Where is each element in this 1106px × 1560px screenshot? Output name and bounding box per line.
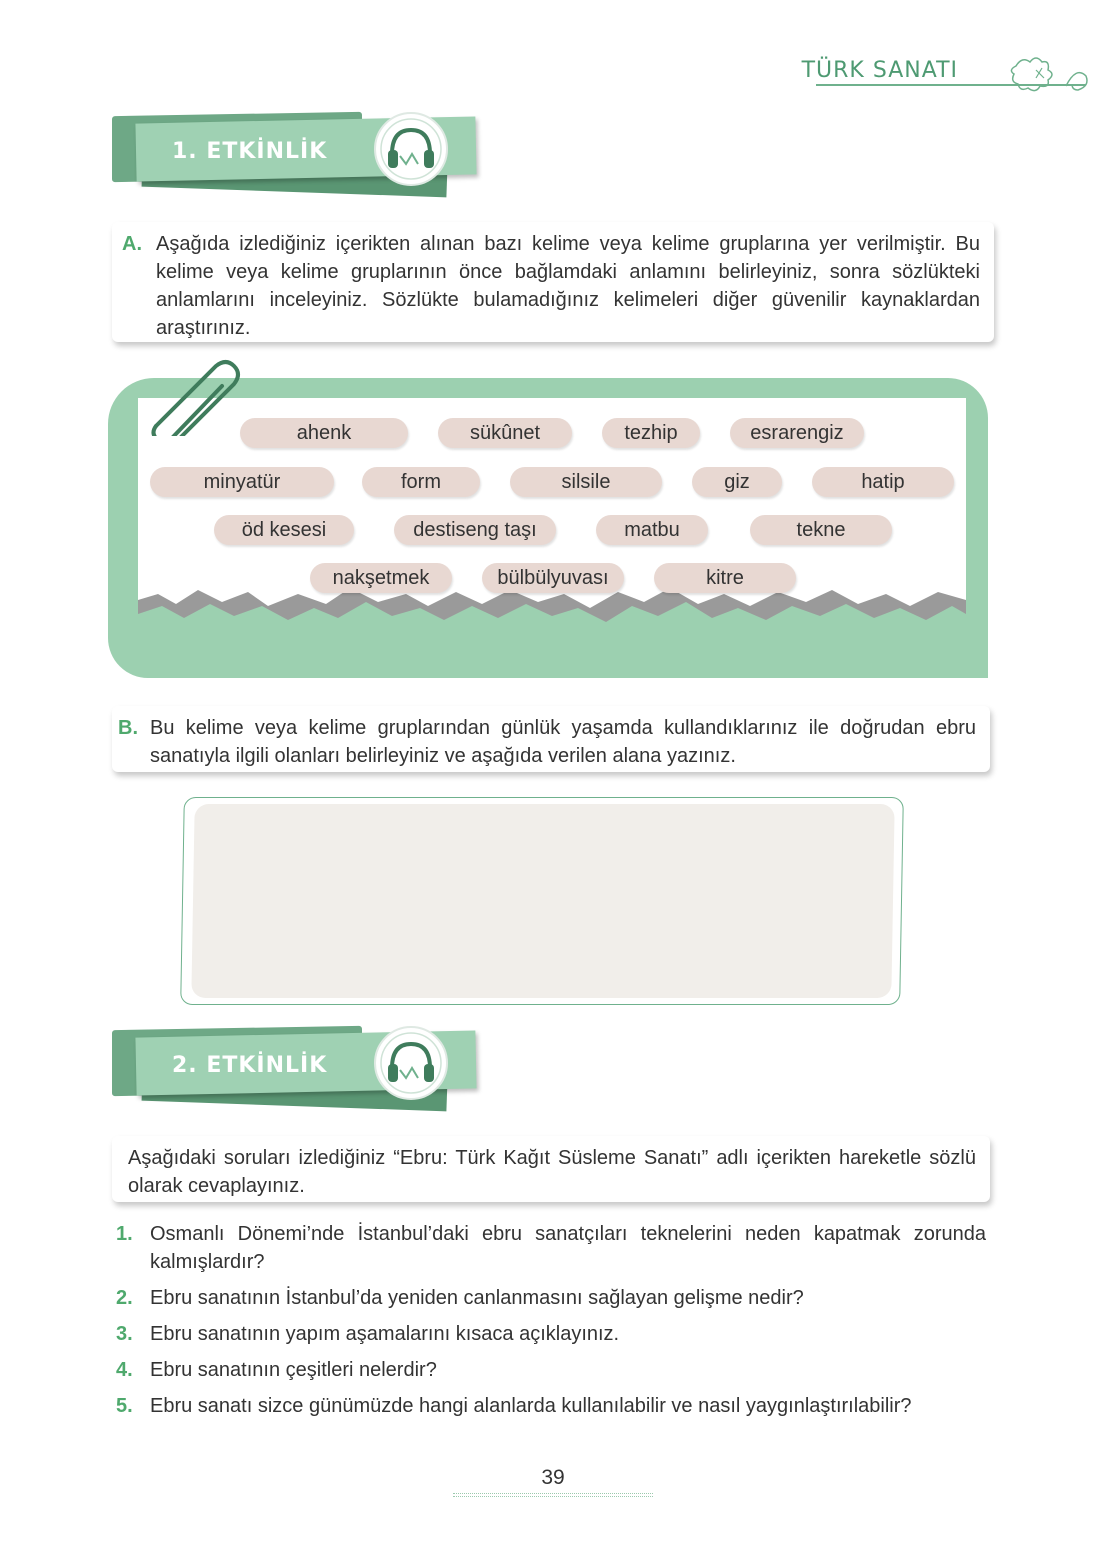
- question-item: [116, 1392, 986, 1420]
- instruction-a-text: Aşağıda izlediğiniz içerikten alınan bazı kelime veya kelime gruplarına yer verilmiştir. Bu kelime veya kelime gruplarının önce bağlamdaki anlamını belirleyiniz, sonra sözlükteki anlamlarını inceleyiniz. Sözlükte bulamadığınız kelimeleri diğer güvenilir kaynaklardan araştırınız.: [156, 233, 980, 339]
- activity-1-label: 1. ETKİNLİK: [172, 139, 328, 164]
- word-pill-form: form: [362, 467, 480, 497]
- question-number: 2.: [116, 1287, 133, 1309]
- word-pill-bulbulyuvasi: bülbülyuvası: [482, 563, 624, 593]
- headphones-icon: [374, 1026, 448, 1100]
- page-header: [746, 44, 1106, 104]
- word-pill-minyatur: minyatür: [150, 467, 334, 497]
- question-number: 3.: [116, 1323, 133, 1345]
- question-text: Ebru sanatının İstanbul’da yeniden canlanmasını sağlayan gelişme nedir?: [150, 1287, 804, 1309]
- question-text: Osmanlı Dönemi’nde İstanbul’daki ebru sanatçıları teknelerini neden kapatmak zorunda kalmışlardır?: [150, 1223, 986, 1273]
- question-item: [116, 1356, 986, 1384]
- activity-2-banner: [112, 1026, 482, 1116]
- word-pill-esrarengiz: esrarengiz: [730, 418, 864, 448]
- activity-2-intro-text: Aşağıdaki soruları izlediğiniz “Ebru: Türk Kağıt Süsleme Sanatı” adlı içerikten hareketle sözlü olarak cevaplayınız.: [128, 1147, 976, 1197]
- activity-2-label: 2. ETKİNLİK: [172, 1053, 328, 1078]
- question-item: [116, 1320, 986, 1348]
- headphones-icon: [374, 112, 448, 186]
- question-number: 1.: [116, 1223, 133, 1245]
- word-pill-hatip: hatip: [812, 467, 954, 497]
- word-pill-naksetmek: nakşetmek: [310, 563, 452, 593]
- question-list: [116, 1220, 986, 1428]
- word-pill-ahenk: ahenk: [240, 418, 408, 448]
- instruction-b-text: Bu kelime veya kelime gruplarından günlük yaşamda kullandıklarınız ile doğrudan ebru sanatıyla ilgili olanları belirleyiniz ve aşağıda verilen alana yazınız.: [150, 717, 976, 767]
- answer-area[interactable]: [180, 797, 904, 1005]
- activity-2-intro: [112, 1136, 990, 1202]
- instruction-a: [112, 222, 994, 342]
- word-pill-tekne: tekne: [750, 515, 892, 545]
- question-item: [116, 1284, 986, 1312]
- question-text: Ebru sanatının yapım aşamalarını kısaca açıklayınız.: [150, 1323, 620, 1345]
- word-pill-silsile: silsile: [510, 467, 662, 497]
- word-pill-destiseng-tasi: destiseng taşı: [394, 515, 556, 545]
- question-item: [116, 1220, 986, 1276]
- puzzle-ornament-icon: [976, 44, 1096, 104]
- word-pill-giz: giz: [692, 467, 782, 497]
- question-text: Ebru sanatı sizce günümüzde hangi alanlarda kullanılabilir ve nasıl yaygınlaştırılabilir?: [150, 1395, 912, 1417]
- word-pill-matbu: matbu: [596, 515, 708, 545]
- paperclip-icon: [146, 356, 246, 436]
- word-board: [108, 378, 988, 678]
- page-number-ornament: [453, 1493, 653, 1497]
- instruction-a-letter: A.: [122, 233, 142, 255]
- page-number: 39: [541, 1466, 565, 1489]
- word-pill-tezhip: tezhip: [602, 418, 700, 448]
- word-pill-sukunet: sükûnet: [438, 418, 572, 448]
- word-pill-od-kesesi: öd kesesi: [214, 515, 354, 545]
- activity-1-banner: [112, 112, 482, 202]
- instruction-b: [112, 706, 990, 772]
- question-number: 4.: [116, 1359, 133, 1381]
- word-pill-kitre: kitre: [654, 563, 796, 593]
- question-text: Ebru sanatının çeşitleri nelerdir?: [150, 1359, 437, 1381]
- instruction-b-letter: B.: [118, 717, 138, 739]
- section-title: TÜRK SANATI: [801, 58, 958, 83]
- question-number: 5.: [116, 1395, 133, 1417]
